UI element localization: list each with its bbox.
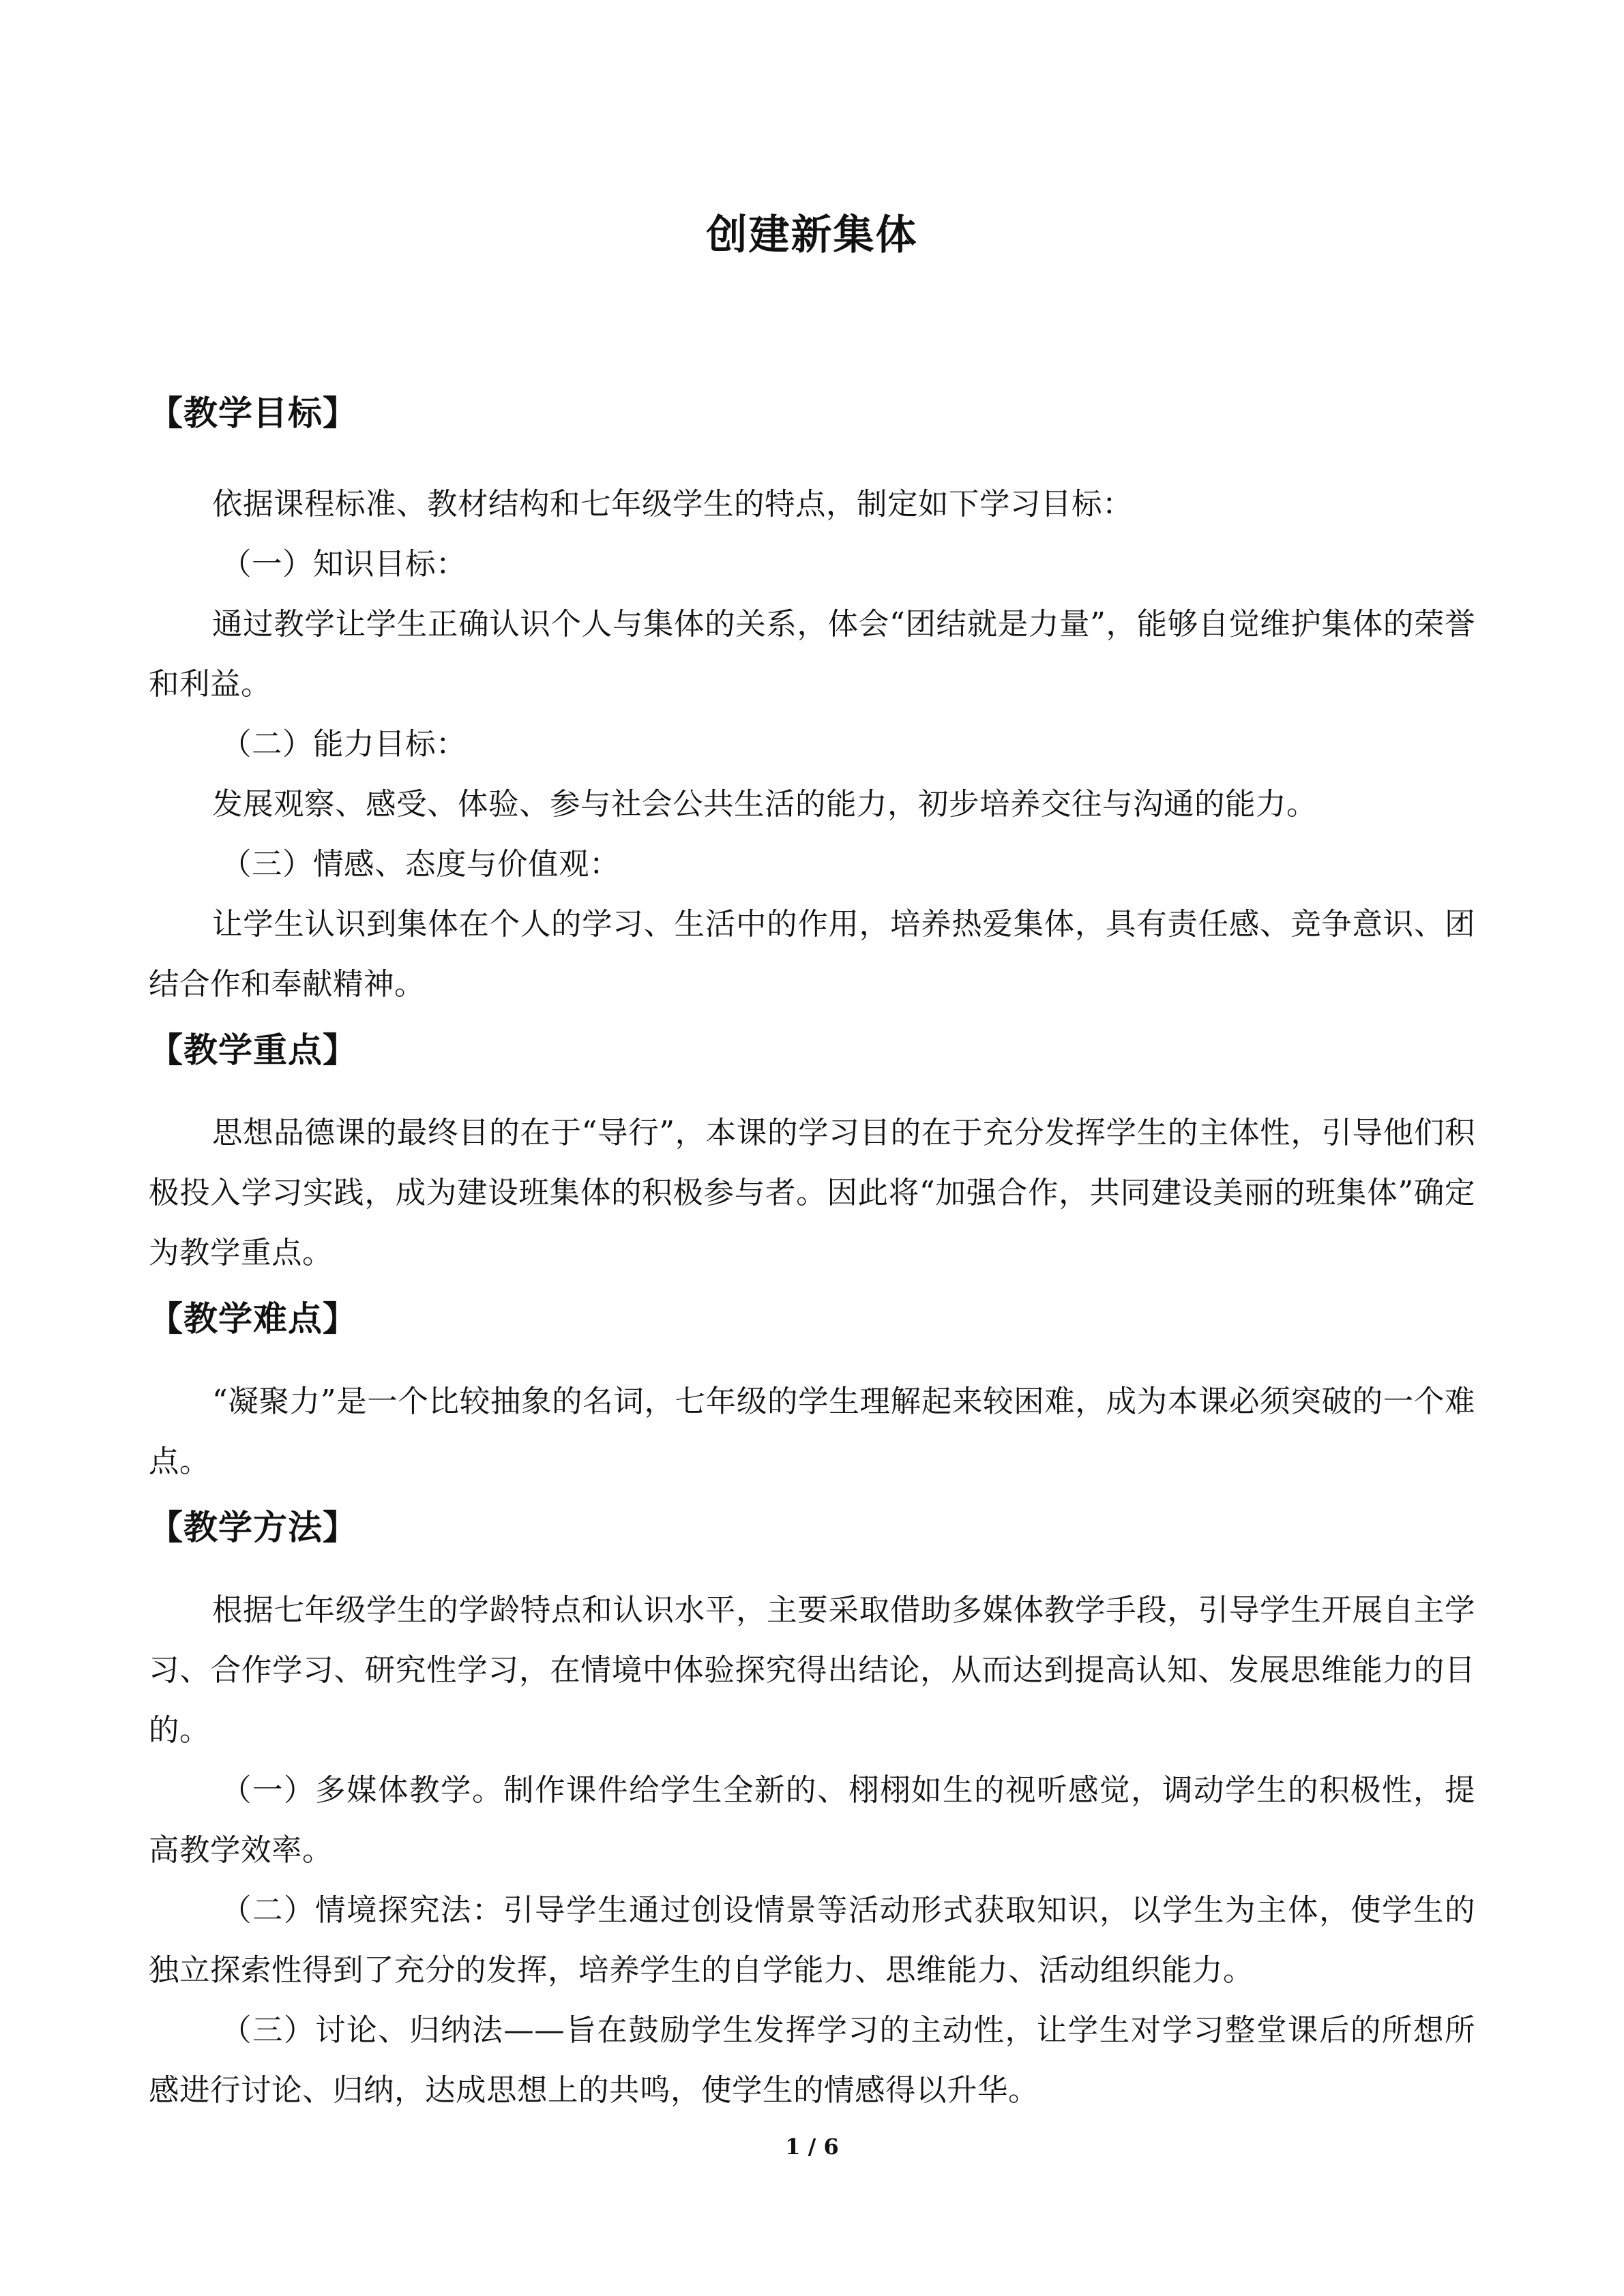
paragraph: 发展观察、感受、体验、参与社会公共生活的能力，初步培养交往与沟通的能力。 xyxy=(212,787,1318,822)
section-heading-teaching-methods: 【教学方法】 xyxy=(149,1508,357,1547)
section-heading-teaching-goals: 【教学目标】 xyxy=(149,393,357,433)
paragraph: 让学生认识到集体在个人的学习、生活中的作用，培养热爱集体，具有责任感、竞争意识、团结合作和奉献精神。 xyxy=(149,907,1475,1002)
document-body xyxy=(149,382,1475,2121)
paragraph: （一）多媒体教学。制作课件给学生全新的、栩栩如生的视听感觉，调动学生的积极性，提高教学效率。 xyxy=(149,1773,1475,1868)
paragraph-subheading: （三）情感、态度与价值观： xyxy=(221,847,621,882)
paragraph: 根据七年级学生的学龄特点和认识水平，主要采取借助多媒体教学手段，引导学生开展自主学习、合作学习、研究性学习，在情境中体验探究得出结论，从而达到提高认知、发展思维能力的目的。 xyxy=(149,1593,1475,1748)
paragraph-subheading: （一）知识目标： xyxy=(221,547,467,582)
paragraph: 通过教学让学生正确认识个人与集体的关系，体会“团结就是力量”，能够自觉维护集体的荣誉和利益。 xyxy=(149,607,1475,702)
paragraph: “凝聚力”是一个比较抽象的名词，七年级的学生理解起来较困难，成为本课必须突破的一个难点。 xyxy=(149,1384,1475,1479)
paragraph: 依据课程标准、教材结构和七年级学生的特点，制定如下学习目标： xyxy=(212,487,1134,522)
section-heading-difficulties: 【教学难点】 xyxy=(149,1299,357,1339)
document-title: 创建新集体 xyxy=(706,211,918,259)
page-number: 1 / 6 xyxy=(785,2134,839,2160)
paragraph: 思想品德课的最终目的在于“导行”，本课的学习目的在于充分发挥学生的主体性，引导他们积极投入学习实践，成为建设班集体的积极参与者。因此将“加强合作，共同建设美丽的班集体”确定为教学重点。 xyxy=(149,1116,1475,1270)
paragraph: （三）讨论、归纳法——旨在鼓励学生发挥学习的主动性，让学生对学习整堂课后的所想所感进行讨论、归纳，达成思想上的共鸣，使学生的情感得以升华。 xyxy=(149,2013,1475,2108)
paragraph-subheading: （二）能力目标： xyxy=(221,727,467,762)
section-heading-key-points: 【教学重点】 xyxy=(149,1030,357,1070)
paragraph: （二）情境探究法：引导学生通过创设情景等活动形式获取知识，以学生为主体，使学生的独立探索性得到了充分的发挥，培养学生的自学能力、思维能力、活动组织能力。 xyxy=(149,1893,1475,1988)
